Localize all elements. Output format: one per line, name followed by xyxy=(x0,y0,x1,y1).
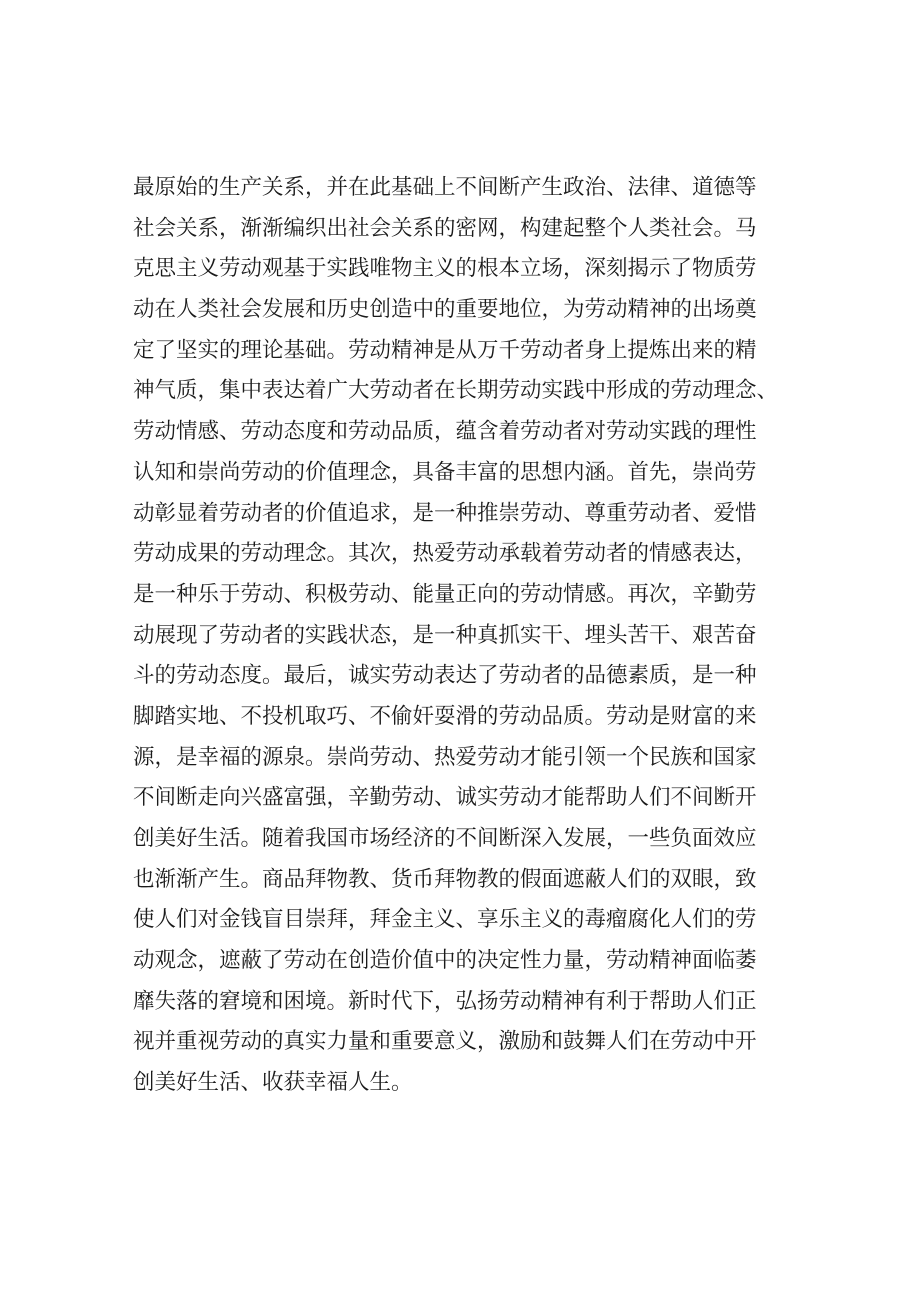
text-line: 源，是幸福的源泉。崇尚劳动、热爱劳动才能引领一个民族和国家 xyxy=(133,744,757,770)
text-line: 动观念，遮蔽了劳动在创造价值中的决定性力量，劳动精神面临萎 xyxy=(133,948,757,974)
text-line: 认知和崇尚劳动的价值理念，具备丰富的思想内涵。首先，崇尚劳 xyxy=(133,459,757,485)
text-line: 也渐渐产生。商品拜物教、货币拜物教的假面遮蔽人们的双眼，致 xyxy=(133,866,757,892)
text-line: 使人们对金钱盲目崇拜，拜金主义、享乐主义的毒瘤腐化人们的劳 xyxy=(133,907,757,933)
text-line: 神气质，集中表达着广大劳动者在长期劳动实践中形成的劳动理念、 xyxy=(133,378,779,404)
body-paragraph xyxy=(133,168,803,1104)
text-line: 社会关系，渐渐编织出社会关系的密网，构建起整个人类社会。马 xyxy=(133,215,757,241)
text-line: 不间断走向兴盛富强，辛勤劳动、诚实劳动才能帮助人们不间断开 xyxy=(133,785,757,811)
text-line: 脚踏实地、不投机取巧、不偷奸耍滑的劳动品质。劳动是财富的来 xyxy=(133,703,757,729)
text-line: 是一种乐于劳动、积极劳动、能量正向的劳动情感。再次，辛勤劳 xyxy=(133,581,757,607)
text-line: 劳动情感、劳动态度和劳动品质，蕴含着劳动者对劳动实践的理性 xyxy=(133,419,757,445)
text-line: 靡失落的窘境和困境。新时代下，弘扬劳动精神有利于帮助人们正 xyxy=(133,988,757,1014)
text-line: 克思主义劳动观基于实践唯物主义的根本立场，深刻揭示了物质劳 xyxy=(133,256,757,282)
text-line: 最原始的生产关系，并在此基础上不间断产生政治、法律、道德等 xyxy=(133,175,757,200)
text-line: 动彰显着劳动者的价值追求，是一种推崇劳动、尊重劳动者、爱惜 xyxy=(133,500,757,526)
text-line: 创美好生活、收获幸福人生。 xyxy=(133,1070,413,1096)
text-line: 创美好生活。随着我国市场经济的不间断深入发展，一些负面效应 xyxy=(133,826,757,851)
text-line: 斗的劳动态度。最后，诚实劳动表达了劳动者的品德素质，是一种 xyxy=(133,663,757,689)
text-line: 动在人类社会发展和历史创造中的重要地位，为劳动精神的出场奠 xyxy=(133,297,757,323)
text-line: 定了坚实的理论基础。劳动精神是从万千劳动者身上提炼出来的精 xyxy=(133,337,757,363)
text-line: 劳动成果的劳动理念。其次，热爱劳动承载着劳动者的情感表达， xyxy=(133,541,757,567)
text-line: 动展现了劳动者的实践状态，是一种真抓实干、埋头苦干、艰苦奋 xyxy=(133,622,757,648)
text-line: 视并重视劳动的真实力量和重要意义，激励和鼓舞人们在劳动中开 xyxy=(133,1029,757,1055)
